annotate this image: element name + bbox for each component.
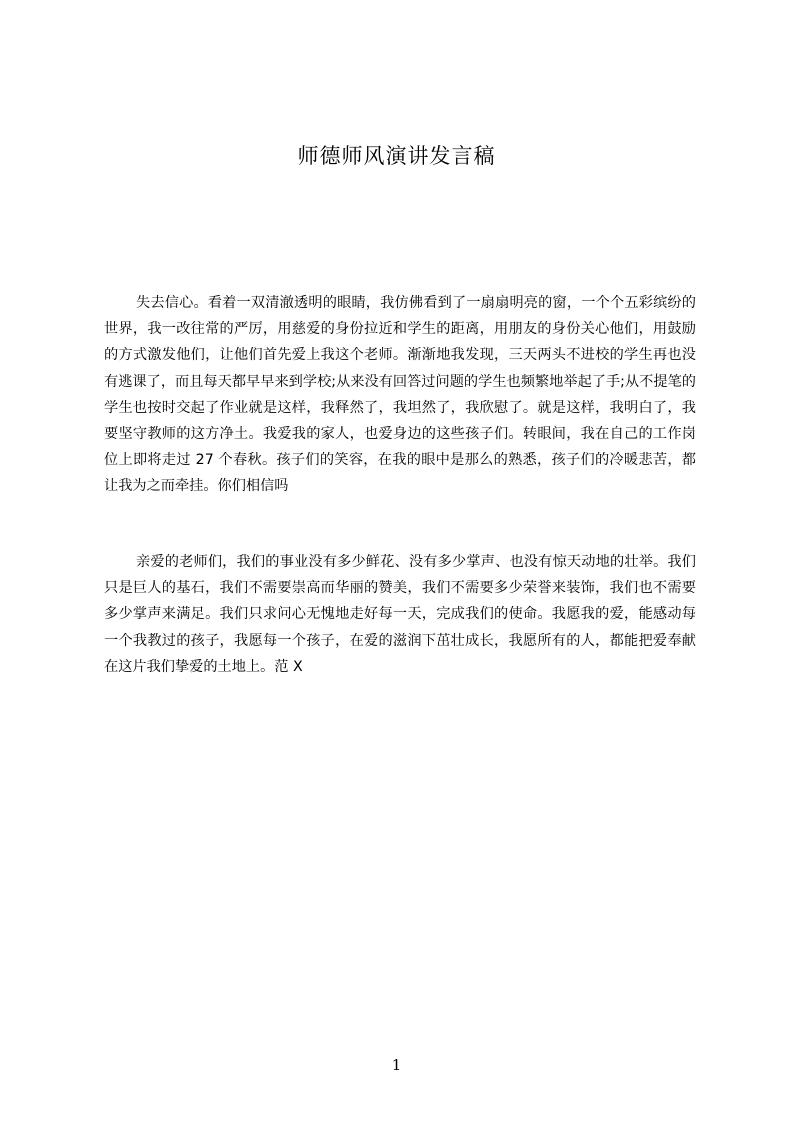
document-title: 师德师风演讲发言稿 bbox=[297, 144, 496, 168]
page-number: 1 bbox=[391, 1056, 402, 1074]
body-paragraph-2: 亲爱的老师们，我们的事业没有多少鲜花、没有多少掌声、也没有惊天动地的壮举。我们只是巨人的基石，我们不需要崇高而华丽的赞美，我们不需要多少荣誉来装饰，我们也不需要多少掌声来满足。我们只求问心无愧地走好每一天，完成我们的使命。我愿我的爱，能感动每一个我教过的孩子，我愿每一个孩子，在爱的滋润下茁壮成长，我愿所有的人，都能把爱奉献在这片我们挚爱的土地上。范 X bbox=[104, 554, 696, 675]
body-paragraph-1: 失去信心。看着一双清澈透明的眼睛，我仿佛看到了一扇扇明亮的窗，一个个五彩缤纷的世界，我一改往常的严厉，用慈爱的身份拉近和学生的距离，用朋友的身份关心他们，用鼓励的方式激发他们，让他们首先爱上我这个老师。渐渐地我发现，三天两头不进校的学生再也没有逃课了，而且每天都早早来到学校;从来没有回答过问题的学生也频繁地举起了手;从不提笔的学生也按时交起了作业就是这样，我释然了，我坦然了，我欣慰了。就是这样，我明白了，我要坚守教师的这方净土。我爱我的家人，也爱身边的这些孩子们。转眼间，我在自己的工作岗位上即将走过 27 个春秋。孩子们的笑容，在我的眼中是那么的熟悉，孩子们的冷暖悲苦，都让我为之而牵挂。你们相信吗 bbox=[104, 295, 696, 495]
